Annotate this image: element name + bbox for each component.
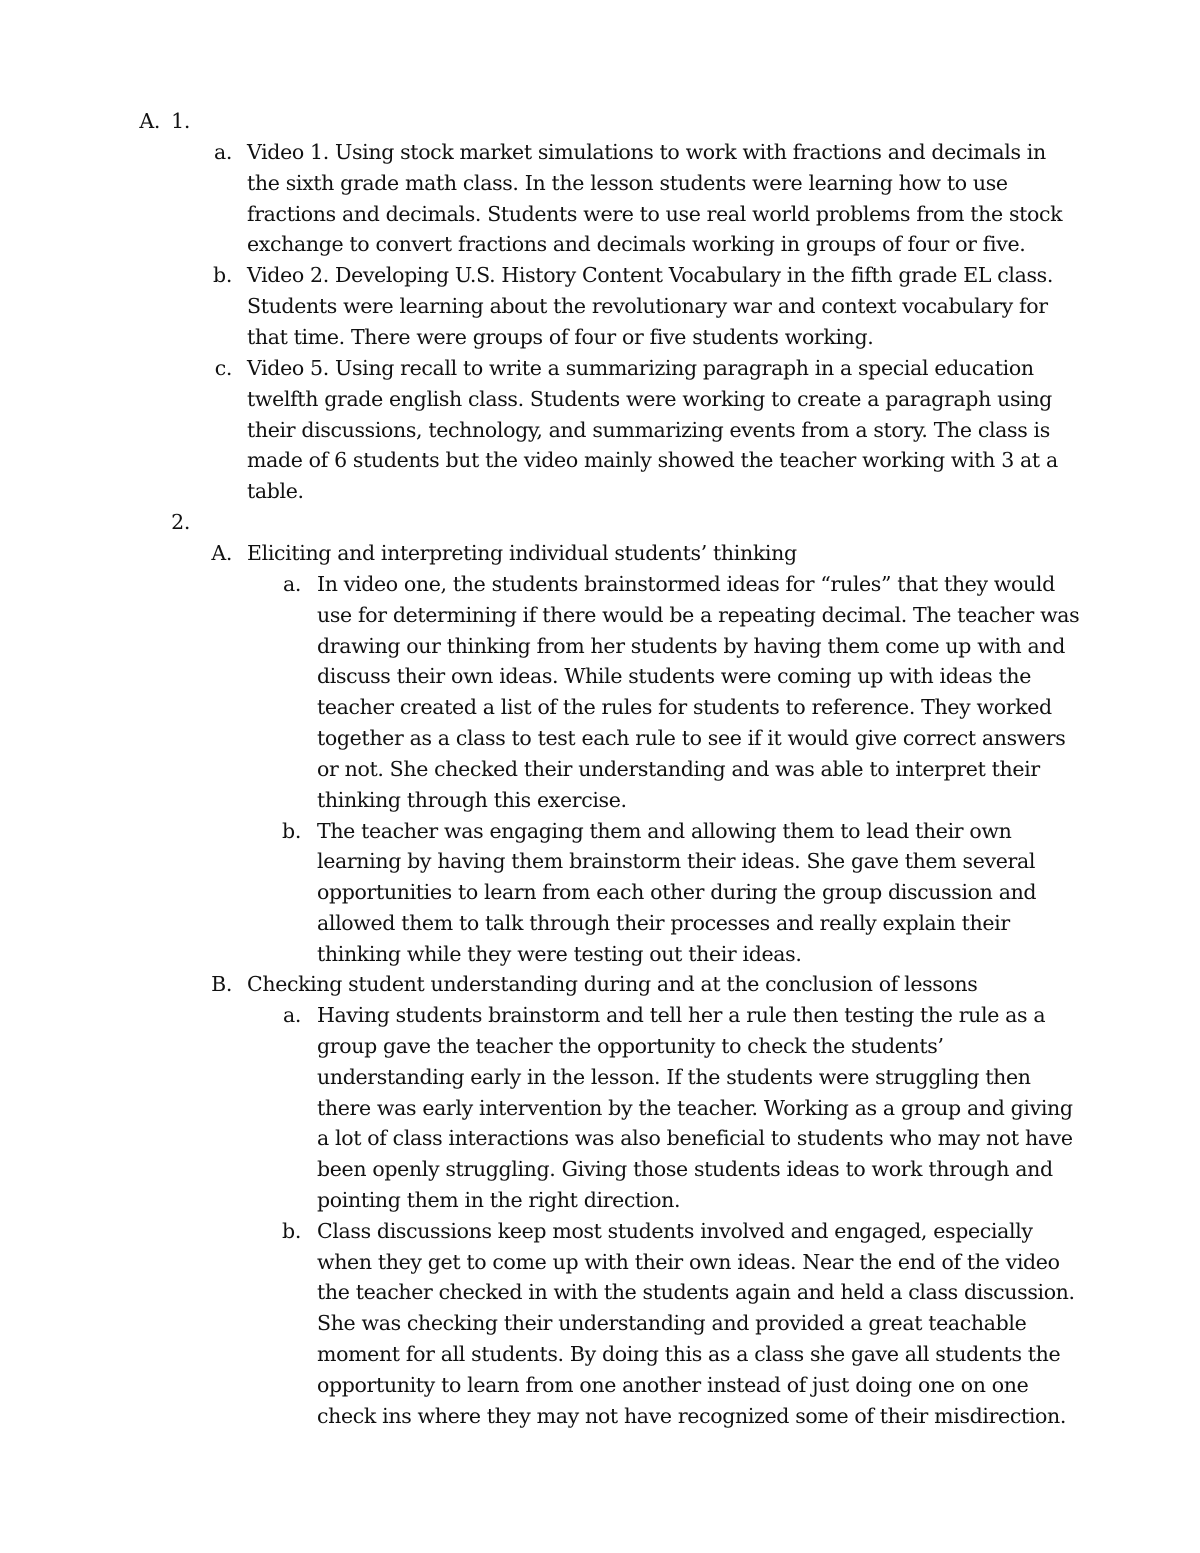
item-line: Class discussions keep most students involved and engaged, especially [317, 1219, 1033, 1243]
item-line: pointing them in the right direction. [317, 1188, 681, 1212]
item-line: group gave the teacher the opportunity to check the students’ [317, 1034, 944, 1058]
item-marker: a. [282, 572, 301, 596]
item-line: a lot of class interactions was also beneficial to students who may not have [317, 1126, 1073, 1150]
item-line: made of 6 students but the video mainly showed the teacher working with 3 at a [247, 448, 1058, 472]
item-line: drawing our thinking from her students by having them come up with and [317, 634, 1066, 658]
item-line: that time. There were groups of four or five students working. [247, 325, 874, 349]
item-line: table. [247, 479, 304, 503]
item-marker: c. [214, 356, 232, 380]
item-line: Video 5. Using recall to write a summarizing paragraph in a special education [247, 356, 1034, 380]
item-line: discuss their own ideas. While students were coming up with ideas the [317, 664, 1031, 688]
item-line: Video 1. Using stock market simulations to work with fractions and decimals in [247, 140, 1046, 164]
item-marker: a. [213, 140, 232, 164]
item-line: The teacher was engaging them and allowing them to lead their own [317, 819, 1012, 843]
item-line: understanding early in the lesson. If the students were struggling then [317, 1065, 1031, 1089]
item-line: check ins where they may not have recognized some of their misdirection. [317, 1404, 1067, 1428]
item-line: Having students brainstorm and tell her a rule then testing the rule as a [317, 1003, 1046, 1027]
item-marker: a. [282, 1003, 301, 1027]
item-line: moment for all students. By doing this as a class she gave all students the [317, 1342, 1061, 1366]
item-line: opportunities to learn from each other during the group discussion and [317, 880, 1037, 904]
item-line: thinking while they were testing out their ideas. [317, 942, 802, 966]
item-marker: b. [213, 263, 232, 287]
section-marker: B. [211, 972, 232, 996]
item-line: She was checking their understanding and provided a great teachable [317, 1311, 1027, 1335]
item-line: use for determining if there would be a repeating decimal. The teacher was [317, 603, 1080, 627]
item-line: when they get to come up with their own ideas. Near the end of the video [317, 1250, 1060, 1274]
outline-marker: A. [139, 109, 160, 133]
item-marker: b. [282, 819, 301, 843]
item-line: their discussions, technology, and summarizing events from a story. The class is [247, 418, 1050, 442]
item-line: been openly struggling. Giving those students ideas to work through and [317, 1157, 1053, 1181]
item-marker: b. [282, 1219, 301, 1243]
item-line: In video one, the students brainstormed ideas for “rules” that they would [317, 572, 1055, 596]
section-heading-text: Checking student understanding during and at the conclusion of lessons [247, 972, 978, 996]
item-line: twelfth grade english class. Students were working to create a paragraph using [247, 387, 1052, 411]
item-line: exchange to convert fractions and decimals working in groups of four or five. [247, 232, 1026, 256]
item-line: thinking through this exercise. [317, 788, 627, 812]
item-line: opportunity to learn from one another instead of just doing one on one [317, 1373, 1029, 1397]
item-line: there was early intervention by the teacher. Working as a group and giving [317, 1096, 1073, 1120]
item-line: the sixth grade math class. In the lesson students were learning how to use [247, 171, 1008, 195]
item-line: Students were learning about the revolutionary war and context vocabulary for [247, 294, 1048, 318]
item-line: or not. She checked their understanding and was able to interpret their [317, 757, 1040, 781]
item-line: allowed them to talk through their processes and really explain their [317, 911, 1010, 935]
question-number: 1. [171, 109, 190, 133]
section-marker: A. [211, 541, 232, 565]
item-line: teacher created a list of the rules for students to reference. They worked [317, 695, 1052, 719]
item-line: learning by having them brainstorm their ideas. She gave them several [317, 849, 1036, 873]
section-heading-text: Eliciting and interpreting individual students’ thinking [247, 541, 797, 565]
item-line: the teacher checked in with the students again and held a class discussion. [317, 1280, 1075, 1304]
item-line: fractions and decimals. Students were to use real world problems from the stock [247, 202, 1063, 226]
item-line: Video 2. Developing U.S. History Content Vocabulary in the fifth grade EL class. [247, 263, 1053, 287]
question-number: 2. [171, 510, 190, 534]
item-line: together as a class to test each rule to see if it would give correct answers [317, 726, 1066, 750]
